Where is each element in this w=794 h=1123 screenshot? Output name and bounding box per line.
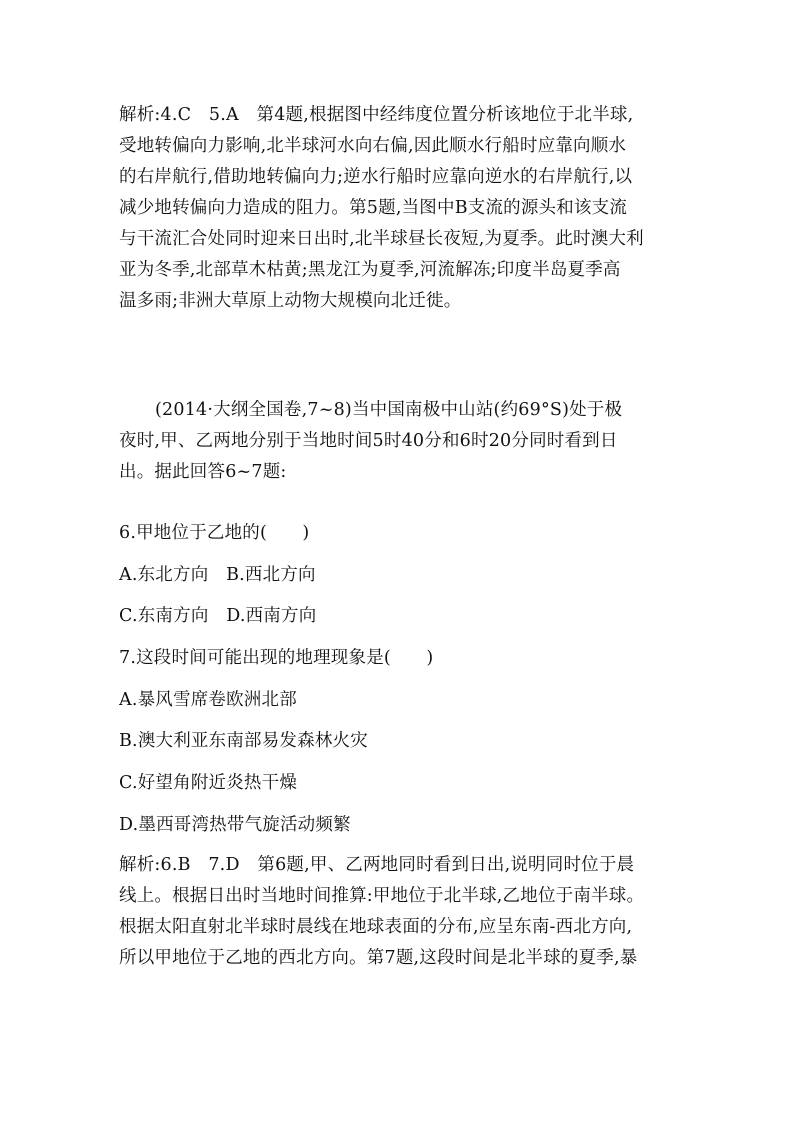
analysis-line: 温多雨;非洲大草原上动物大规模向北迁徙。 <box>119 291 462 311</box>
analysis-line: 受地转偏向力影响,北半球河水向右偏,因此顺水行船时应靠向顺水 <box>119 136 627 156</box>
intro-line: 出。据此回答6~7题: <box>119 462 287 482</box>
analysis-line: 所以甲地位于乙地的西北方向。第7题,这段时间是北半球的夏季,暴 <box>119 948 638 968</box>
option-line: C.好望角附近炎热干燥 <box>119 773 298 793</box>
question-6-options <box>119 560 677 591</box>
analysis-line: 减少地转偏向力造成的阻力。第5题,当图中B支流的源头和该支流 <box>119 198 628 218</box>
question-7-option-d <box>119 810 677 841</box>
option-line: C.东南方向 D.西南方向 <box>119 606 317 626</box>
intro-line: 夜时,甲、乙两地分别于当地时间5时40分和6时20分同时看到日 <box>119 431 618 451</box>
question-7-option-a <box>119 685 677 716</box>
option-line: A.暴风雪席卷欧洲北部 <box>119 690 297 710</box>
intro-line: (2014·大纲全国卷,7~8)当中国南极中山站(约69°S)处于极 <box>155 400 623 420</box>
analysis-6-7 <box>119 850 677 974</box>
analysis-line: 线上。根据日出时当地时间推算:甲地位于北半球,乙地位于南半球。 <box>119 886 645 906</box>
question-7-option-c <box>119 768 677 799</box>
question-stem: 7.这段时间可能出现的地理现象是( ) <box>119 648 434 668</box>
option-line: A.东北方向 B.西北方向 <box>119 565 316 585</box>
question-7 <box>119 643 677 674</box>
option-line: B.澳大利亚东南部易发森林火灾 <box>119 731 368 751</box>
question-stem: 6.甲地位于乙地的( ) <box>119 523 310 543</box>
analysis-4-5 <box>119 100 677 317</box>
analysis-line: 与干流汇合处同时迎来日出时,北半球昼长夜短,为夏季。此时澳大利 <box>119 229 644 249</box>
question-6-options-2 <box>119 601 677 632</box>
analysis-line: 根据太阳直射北半球时晨线在地球表面的分布,应呈东南-西北方向, <box>119 917 633 937</box>
question-intro <box>119 395 677 488</box>
analysis-line: 亚为冬季,北部草木枯黄;黑龙江为夏季,河流解冻;印度半岛夏季高 <box>119 260 621 280</box>
option-line: D.墨西哥湾热带气旋活动频繁 <box>119 815 351 835</box>
analysis-line: 的右岸航行,借助地转偏向力;逆水行船时应靠向逆水的右岸航行,以 <box>119 167 633 187</box>
analysis-line: 解析:4.C 5.A 第4题,根据图中经纬度位置分析该地位于北半球, <box>119 105 634 125</box>
analysis-line: 解析:6.B 7.D 第6题,甲、乙两地同时看到日出,说明同时位于晨 <box>119 855 635 875</box>
question-7-option-b <box>119 726 677 757</box>
question-6 <box>119 518 677 549</box>
